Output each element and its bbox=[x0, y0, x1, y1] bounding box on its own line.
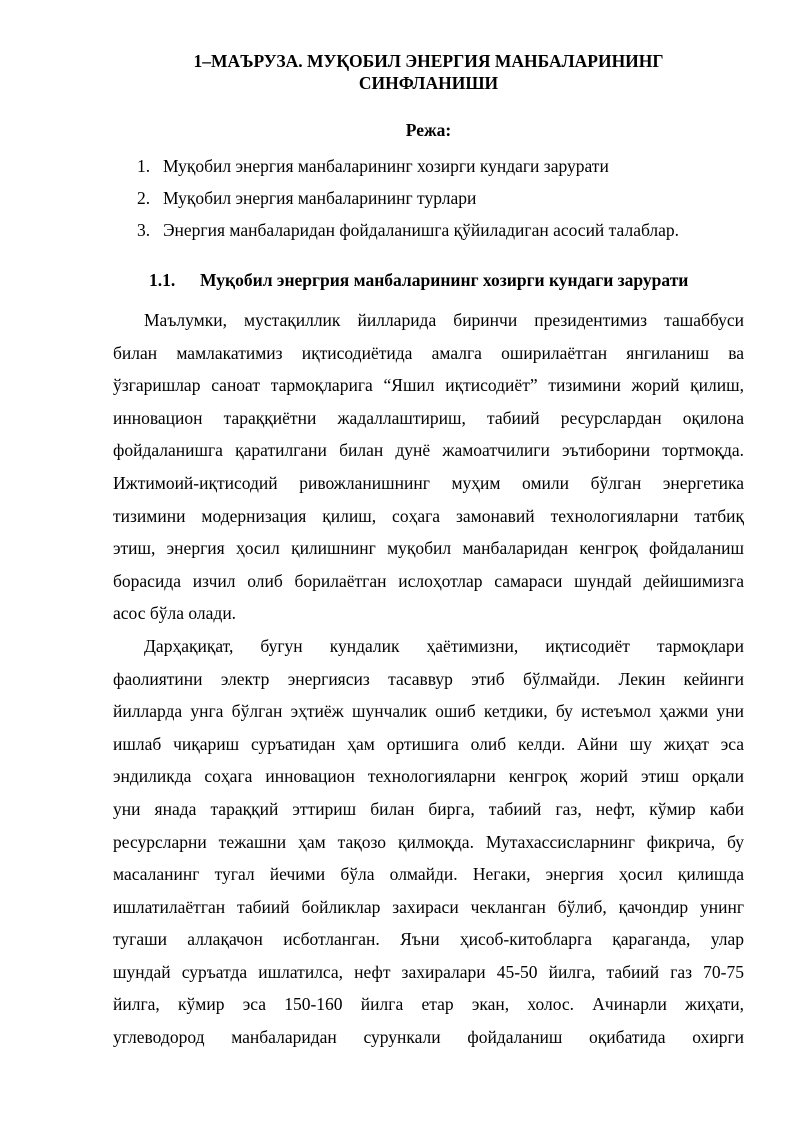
text-line: Дарҳақиқат, бугун кундалик ҳаётимизни, иқтисодиёт тармоқлари bbox=[144, 635, 744, 656]
plan-item-number: 1. bbox=[137, 156, 151, 176]
paragraph-1 bbox=[113, 304, 744, 630]
text-line: фаолиятини электр энергиясиз тасаввур этиб бўлмайди. Лекин кейинги bbox=[113, 668, 744, 689]
text-line: ресурсларни тежашни ҳам тақозо қилмоқда. Мутахассисларнинг фикрича, бу bbox=[113, 831, 744, 852]
lecture-title-line-1: 1–МАЪРУЗА. МУҚОБИЛ ЭНЕРГИЯ МАНБАЛАРИНИНГ bbox=[193, 51, 664, 71]
text-line: уни янада тараққий эттириш билан бирга, табиий газ, нефт, кўмир каби bbox=[113, 798, 744, 819]
text-line: ишлаб чиқариш суръатидан ҳам ортишига олиб келди. Айни шу жиҳат эса bbox=[113, 733, 744, 754]
text-line: йилга, кўмир эса 150-160 йилга етар экан, холос. Ачинарли жиҳати, bbox=[113, 994, 744, 1015]
plan-item-number: 3. bbox=[137, 220, 151, 240]
text-line: ишлатилаётган табиий бойликлар захираси чекланган бўлиб, қачондир унинг bbox=[113, 896, 744, 917]
paragraph-2 bbox=[113, 630, 744, 1054]
text-line: ўзгаришлар саноат тармоқларига “Яшил иқтисодиёт” тизимини жорий қилиш, bbox=[113, 375, 744, 396]
text-line: билан мамлакатимиз иқтисодиётида амалга оширилаётган янгиланиш ва bbox=[113, 342, 744, 363]
plan-heading: Режа: bbox=[405, 120, 452, 140]
text-line: инновацион тараққиётни жадаллаштириш, табиий ресурслардан оқилона bbox=[113, 407, 744, 428]
text-line: Маълумки, мустақиллик йилларида биринчи президентимиз ташаббуси bbox=[144, 310, 744, 330]
plan-item bbox=[113, 214, 744, 246]
plan-item-text: Муқобил энергия манбаларининг хозирги кундаги зарурати bbox=[163, 156, 609, 176]
plan-list bbox=[113, 150, 744, 246]
text-line: тизимини модернизация қилиш, соҳага замонавий технологияларни татбиқ bbox=[113, 505, 744, 526]
plan-item bbox=[113, 182, 744, 214]
section-title: Муқобил энергрия манбаларининг хозирги кундаги зарурати bbox=[200, 270, 689, 290]
text-line: углеводород манбаларидан сурункали фойдаланиш оқибатида охирги bbox=[113, 1027, 744, 1048]
document-page bbox=[113, 50, 744, 1054]
section-heading bbox=[113, 269, 744, 291]
text-line: тугаши аллақачон исботланган. Яъни ҳисоб-китобларга қараганда, улар bbox=[113, 929, 744, 950]
plan-item-text: Энергия манбаларидан фойдаланишга қўйиладиган асосий талаблар. bbox=[163, 220, 680, 240]
section-number: 1.1. bbox=[149, 270, 176, 290]
plan-item-text: Муқобил энергия манбаларининг турлари bbox=[163, 188, 477, 208]
plan-item bbox=[113, 150, 744, 182]
text-line: асос бўла олади. bbox=[113, 603, 237, 624]
text-line: эндиликда соҳага инновацион технологияларни кенгроқ жорий этиш орқали bbox=[113, 766, 744, 787]
text-line: Ижтимоий-иқтисодий ривожланишнинг муҳим омили бўлган энергетика bbox=[113, 472, 744, 493]
lecture-title-line-2: СИНФЛАНИШИ bbox=[358, 73, 499, 93]
text-line: этиш, энергия ҳосил қилишнинг муқобил манбаларидан кенгроқ фойдаланиш bbox=[113, 538, 744, 559]
text-line: борасида изчил олиб борилаётган ислоҳотлар самараси шундай дейишимизга bbox=[113, 570, 744, 591]
lecture-title bbox=[113, 50, 744, 94]
text-line: йилларда унга бўлган эҳтиёж шунчалик ошиб кетдики, бу истеъмол ҳажми уни bbox=[113, 701, 744, 722]
plan-item-number: 2. bbox=[137, 188, 151, 208]
text-line: масаланинг тугал йечими бўла олмайди. Негаки, энергия ҳосил қилишда bbox=[113, 864, 744, 885]
text-line: шундай суръатда ишлатилса, нефт захиралари 45-50 йилга, табиий газ 70-75 bbox=[113, 961, 744, 982]
text-line: фойдаланишга қаратилгани билан дунё жамоатчилиги эътиборини тортмоқда. bbox=[113, 440, 744, 461]
